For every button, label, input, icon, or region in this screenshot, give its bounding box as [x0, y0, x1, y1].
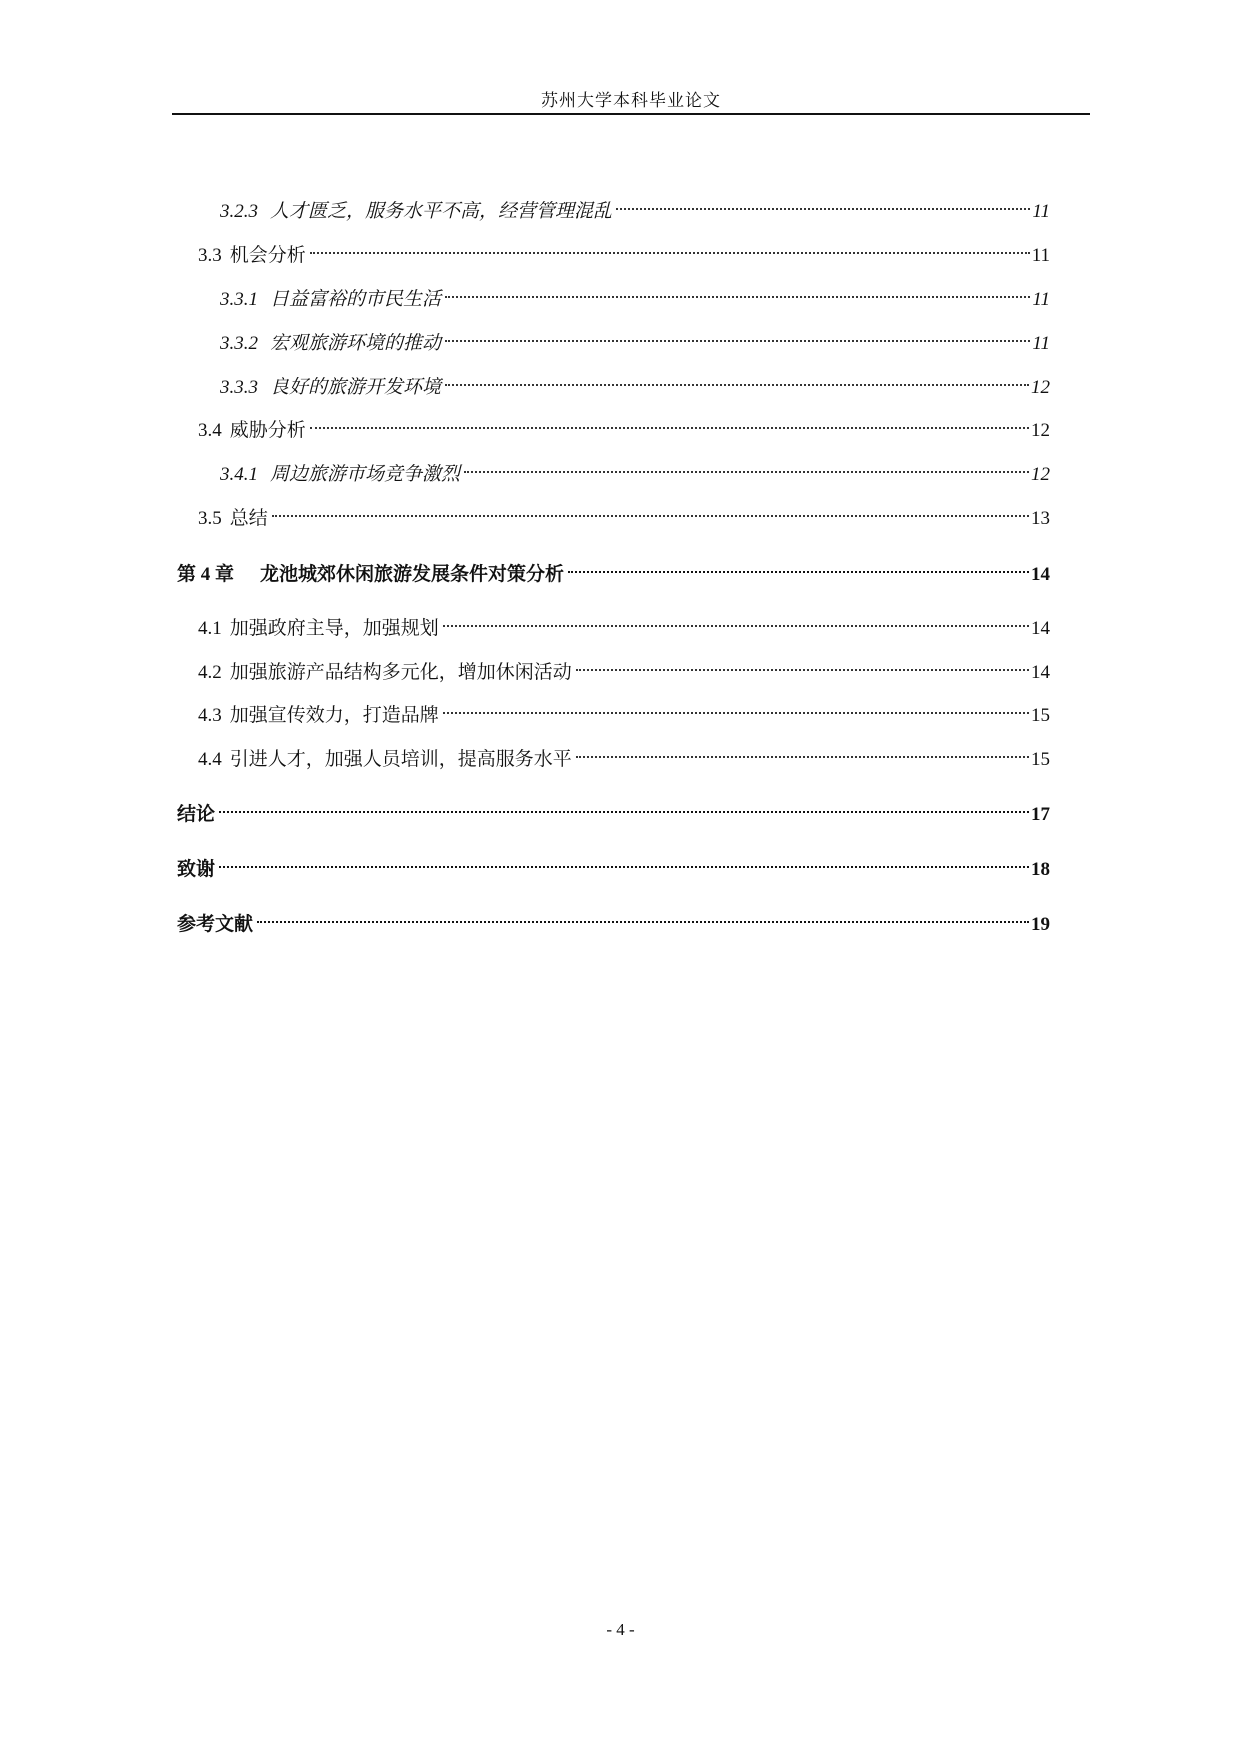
toc-entry-number: 3.3.3 — [220, 377, 258, 398]
toc-entry-number: 4.3 — [198, 705, 222, 726]
toc-entry-title: 宏观旅游环境的推动 — [270, 333, 442, 354]
toc-entry-title: 加强政府主导，加强规划 — [229, 618, 439, 639]
toc-entry-number: 3.3.1 — [220, 289, 258, 310]
toc-dot-leader — [443, 625, 1029, 627]
toc-dot-leader — [576, 756, 1029, 758]
toc-entry[interactable] — [220, 460, 1050, 490]
toc-dot-leader — [219, 811, 1029, 813]
toc-chapter-entry[interactable] — [177, 800, 1050, 830]
running-header: 苏州大学本科毕业论文 — [541, 91, 721, 110]
toc-entry-number: 4.1 — [198, 618, 222, 639]
toc-entry-page: 12 — [1031, 464, 1050, 485]
toc-entry[interactable] — [220, 197, 1050, 227]
toc-entry-title: 致谢 — [177, 859, 216, 880]
toc-entry-title: 加强旅游产品结构多元化，增加休闲活动 — [229, 662, 572, 683]
toc-entry-page: 11 — [1032, 289, 1050, 310]
toc-entry-title: 威胁分析 — [229, 420, 306, 441]
page-number-footer: - 4 - — [606, 1620, 635, 1639]
toc-entry-title: 总结 — [229, 508, 268, 529]
toc-entry[interactable] — [198, 745, 1050, 775]
toc-entry-page: 11 — [1032, 333, 1050, 354]
toc-entry-page: 17 — [1031, 804, 1050, 825]
toc-entry-number: 3.4.1 — [220, 464, 258, 485]
toc-dot-leader — [445, 384, 1029, 386]
toc-entry-page: 15 — [1031, 705, 1050, 726]
toc-chapter-entry[interactable] — [177, 560, 1050, 590]
toc-entry-title: 机会分析 — [229, 245, 306, 266]
toc-entry-page: 14 — [1031, 618, 1050, 639]
toc-entry-page: 14 — [1031, 662, 1050, 683]
toc-entry-number: 3.4 — [198, 420, 222, 441]
toc-dot-leader — [219, 866, 1029, 868]
toc-entry[interactable] — [198, 614, 1050, 644]
toc-entry-page: 13 — [1031, 508, 1050, 529]
toc-chapter-entry[interactable] — [177, 855, 1050, 885]
toc-entry-page: 18 — [1031, 859, 1050, 880]
toc-entry-title: 参考文献 — [177, 914, 254, 935]
toc-dot-leader — [445, 340, 1030, 342]
toc-entry[interactable] — [220, 373, 1050, 403]
toc-dot-leader — [616, 208, 1030, 210]
toc-dot-leader — [443, 712, 1029, 714]
toc-entry-number: 3.3.2 — [220, 333, 258, 354]
toc-entry-page: 15 — [1031, 749, 1050, 770]
toc-entry-title: 结论 — [177, 804, 216, 825]
toc-entry-title: 龙池城郊休闲旅游发展条件对策分析 — [260, 564, 565, 585]
toc-entry-page: 11 — [1032, 201, 1050, 222]
toc-entry[interactable] — [198, 701, 1050, 731]
toc-dot-leader — [464, 471, 1029, 473]
toc-entry-number: 4.4 — [198, 749, 222, 770]
toc-entry-page: 14 — [1031, 564, 1050, 585]
toc-entry-page: 12 — [1031, 377, 1050, 398]
toc-entry[interactable] — [220, 285, 1050, 315]
toc-entry-number: 4.2 — [198, 662, 222, 683]
toc-entry-title: 人才匮乏，服务水平不高，经营管理混乱 — [270, 201, 613, 222]
toc-entry[interactable] — [198, 241, 1050, 271]
toc-entry-page: 19 — [1031, 914, 1050, 935]
toc-dot-leader — [257, 921, 1029, 923]
toc-entry-number: 3.5 — [198, 508, 222, 529]
toc-entry-title: 周边旅游市场竞争激烈 — [270, 464, 461, 485]
toc-dot-leader — [272, 515, 1029, 517]
toc-entry-number: 第 4 章 — [177, 564, 235, 585]
toc-entry-title: 加强宣传效力，打造品牌 — [229, 705, 439, 726]
toc-entry-number: 3.3 — [198, 245, 222, 266]
toc-dot-leader — [576, 669, 1029, 671]
toc-dot-leader — [310, 252, 1030, 254]
toc-entry-title: 日益富裕的市民生活 — [270, 289, 442, 310]
toc-entry-page: 11 — [1031, 245, 1050, 266]
toc-entry[interactable] — [198, 658, 1050, 688]
toc-entry-page: 12 — [1031, 420, 1050, 441]
toc-entry-number: 3.2.3 — [220, 201, 258, 222]
toc-dot-leader — [310, 427, 1029, 429]
toc-chapter-entry[interactable] — [177, 910, 1050, 940]
toc-dot-leader — [445, 296, 1030, 298]
toc-entry[interactable] — [198, 504, 1050, 534]
toc-entry-title: 引进人才，加强人员培训，提高服务水平 — [229, 749, 572, 770]
toc-entry[interactable] — [198, 416, 1050, 446]
toc-dot-leader — [568, 571, 1029, 573]
toc-entry[interactable] — [220, 329, 1050, 359]
toc-entry-title: 良好的旅游开发环境 — [270, 377, 442, 398]
